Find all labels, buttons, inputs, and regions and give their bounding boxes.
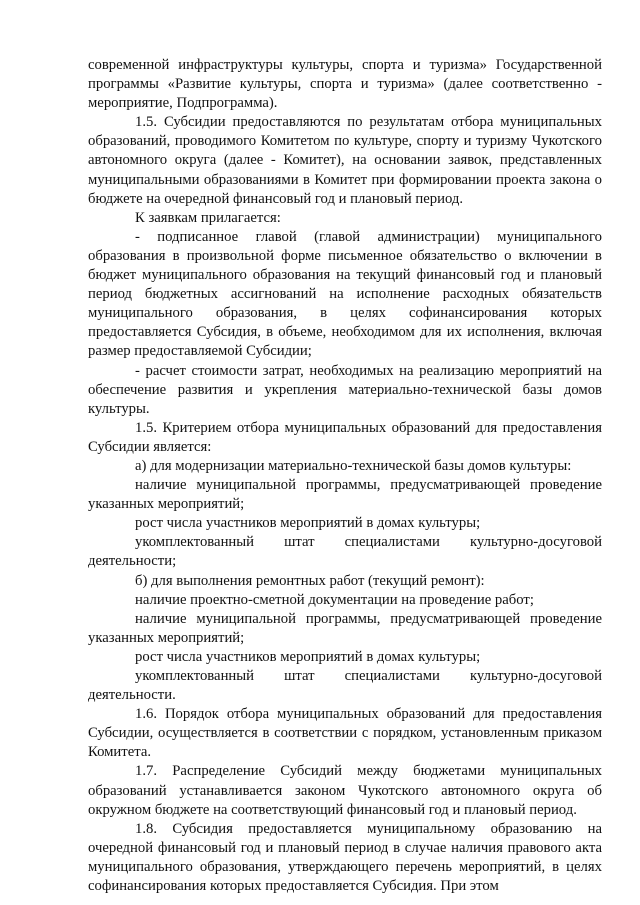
paragraph-1-7-distribution: 1.7. Распределение Субсидий между бюджетами муниципальных образований устанавливается законом Чукотского автономного округа об окружном бюджете на соответствующий финансовый год и плановый период.	[88, 763, 602, 818]
paragraph-criterion-b: б) для выполнения ремонтных работ (текущий ремонт):	[135, 572, 485, 589]
paragraph-attachment-obligation: - подписанное главой (главой администрации) муниципального образования в произвольной форме письменное обязательство о включении в бюджет муниципального образования на текущий финансовый год и плановый период бюджетных ассигнований на исполнение расходных обязательств муниципального образования, в целях софинансирования которых предоставляется Субсидия, в объеме, необходимом для их исполнения, включая размер предоставляемой Субсидии;	[88, 228, 602, 360]
paragraph-criterion-b-program: наличие муниципальной программы, предусматривающей проведение указанных мероприятий;	[88, 610, 602, 646]
paragraph-criterion-b-staff: укомплектованный штат специалистами культурно-досуговой деятельности.	[88, 668, 602, 704]
paragraph-criterion-a: а) для модернизации материально-технической базы домов культуры:	[135, 457, 572, 474]
paragraph-intro-continuation: современной инфраструктуры культуры, спорта и туризма» Государственной программы «Развитие культуры, спорта и туризма» (далее соответственно - мероприятие, Подпрограмма).	[88, 57, 602, 112]
document-page	[88, 56, 602, 896]
paragraph-criterion-a-program: наличие муниципальной программы, предусматривающей проведение указанных мероприятий;	[88, 477, 602, 513]
paragraph-criterion-b-participants: рост числа участников мероприятий в домах культуры;	[135, 648, 481, 665]
paragraph-1-5-criterion: 1.5. Критерием отбора муниципальных образований для предоставления Субсидии является:	[88, 419, 602, 455]
paragraph-1-8-provision: 1.8. Субсидия предоставляется муниципальному образованию на очередной финансовый год и плановый период в случае наличия правового акта муниципального образования, утверждающего перечень мероприятий, в целях софинансирования которых предоставляется Субсидия. При этом	[88, 820, 602, 895]
paragraph-criterion-a-participants: рост числа участников мероприятий в домах культуры;	[135, 515, 481, 532]
paragraph-1-5-subsidies: 1.5. Субсидии предоставляются по результатам отбора муниципальных образований, проводимого Комитетом по культуре, спорту и туризму Чукотского автономного округа (далее - Комитет), на основании заявок, представленных муниципальными образованиями в Комитет при формировании проекта закона о бюджете на очередной финансовый год и плановый период.	[88, 114, 602, 207]
paragraph-criterion-b-documentation: наличие проектно-сметной документации на проведение работ;	[135, 591, 534, 608]
paragraph-attachments-heading: К заявкам прилагается:	[135, 209, 281, 226]
paragraph-attachment-cost: - расчет стоимости затрат, необходимых на реализацию мероприятий на обеспечение развития и укрепления материально-технической базы домов культуры.	[88, 362, 602, 417]
paragraph-criterion-a-staff: укомплектованный штат специалистами культурно-досуговой деятельности;	[88, 534, 602, 570]
paragraph-1-6-selection-order: 1.6. Порядок отбора муниципальных образований для предоставления Субсидии, осуществляется в соответствии с порядком, установленным приказом Комитета.	[88, 706, 602, 761]
